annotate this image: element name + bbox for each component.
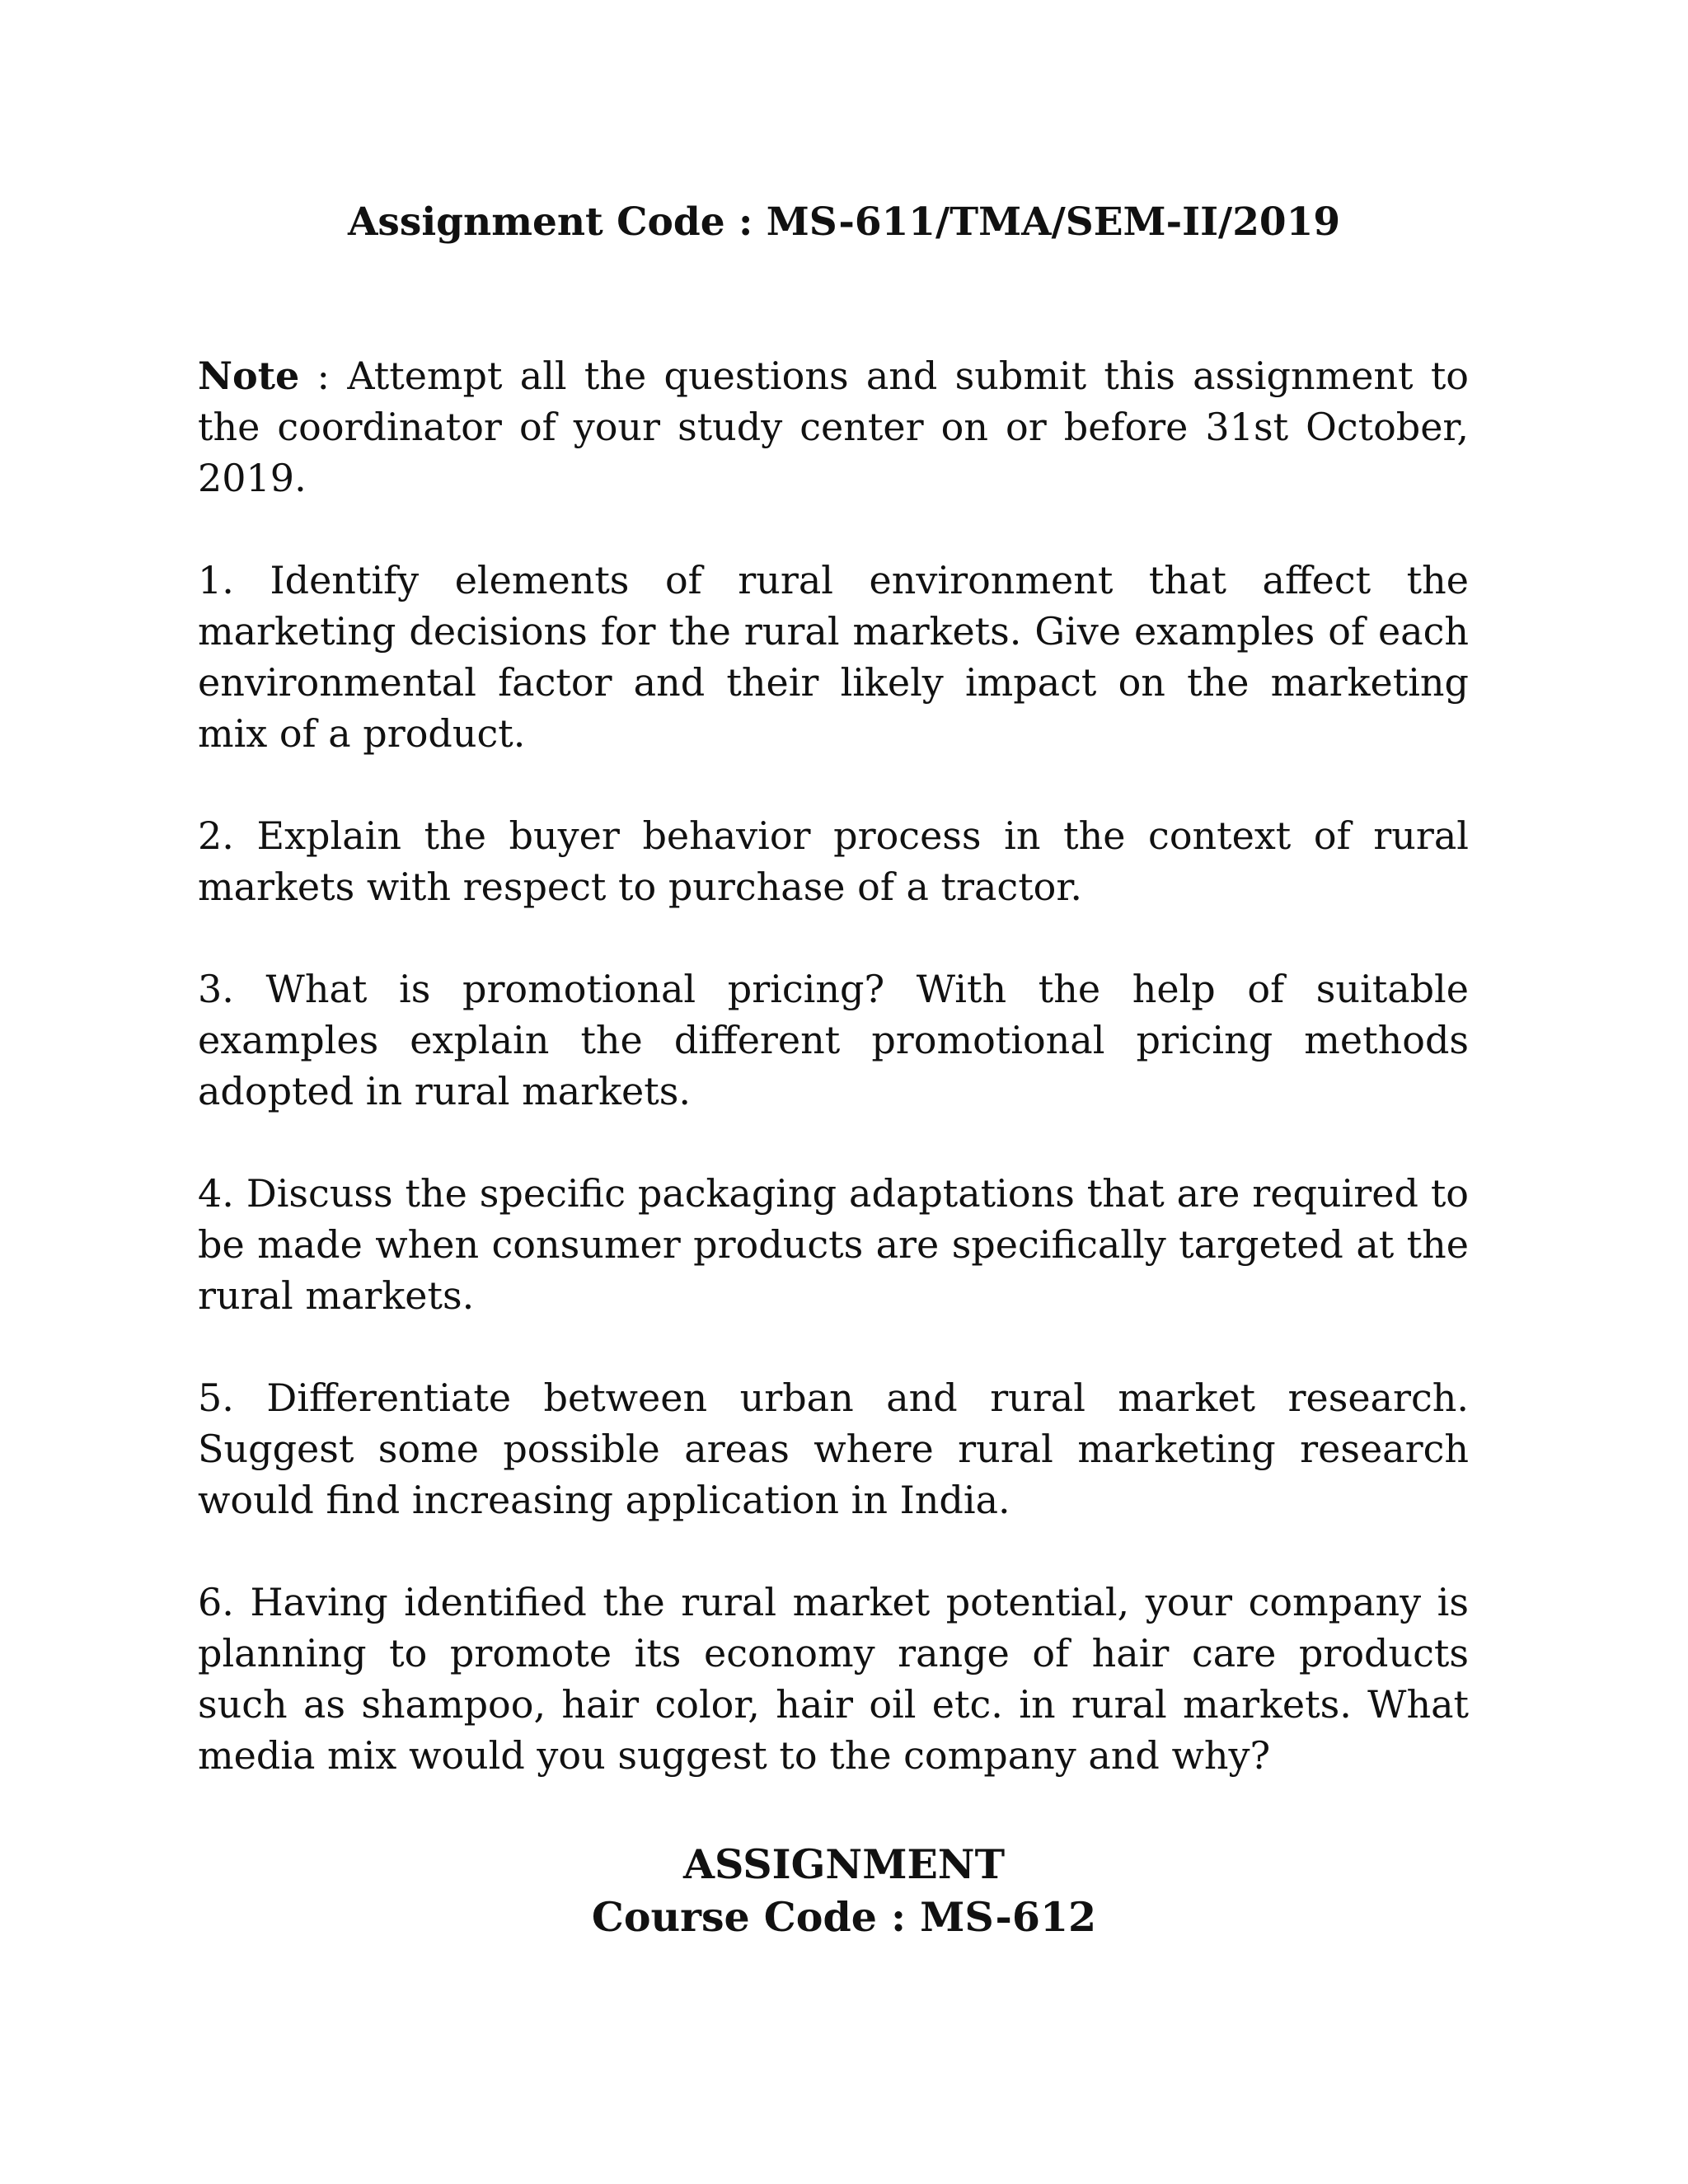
assignment-heading: ASSIGNMENT <box>682 1840 1006 1888</box>
question-5: 5. Differentiate between urban and rural market research. Suggest some possible areas where rural marketing research would find increasing application in India. <box>198 1376 1469 1522</box>
next-assignment-heading <box>0 1838 1688 1943</box>
question-6: 6. Having identified the rural market potential, your company is planning to promote its economy range of hair care products such as shampoo, hair color, hair oil etc. in rural markets. What media mix would you suggest to the company and why? <box>198 1580 1469 1778</box>
question-3: 3. What is promotional pricing? With the help of suitable examples explain the different promotional pricing methods adopted in rural markets. <box>198 967 1469 1113</box>
question-1: 1. Identify elements of rural environment that affect the marketing decisions for the rural markets. Give examples of each environmental factor and their likely impact on the marketing mix of a product. <box>198 558 1469 756</box>
question-4: 4. Discuss the specific packaging adaptations that are required to be made when consumer products are specifically targeted at the rural markets. <box>198 1171 1469 1318</box>
note-label: Note <box>198 354 300 398</box>
note-text: : Attempt all the questions and submit this assignment to the coordinator of your study center on or before 31st October, 2019. <box>198 354 1469 500</box>
question-2: 2. Explain the buyer behavior process in the context of rural markets with respect to purchase of a tractor. <box>198 813 1469 909</box>
course-code: Course Code : MS-612 <box>591 1893 1097 1941</box>
assignment-body <box>198 350 1469 1781</box>
note-paragraph <box>198 350 1469 504</box>
assignment-code-title: Assignment Code : MS-611/TMA/SEM-II/2019 <box>347 199 1341 245</box>
